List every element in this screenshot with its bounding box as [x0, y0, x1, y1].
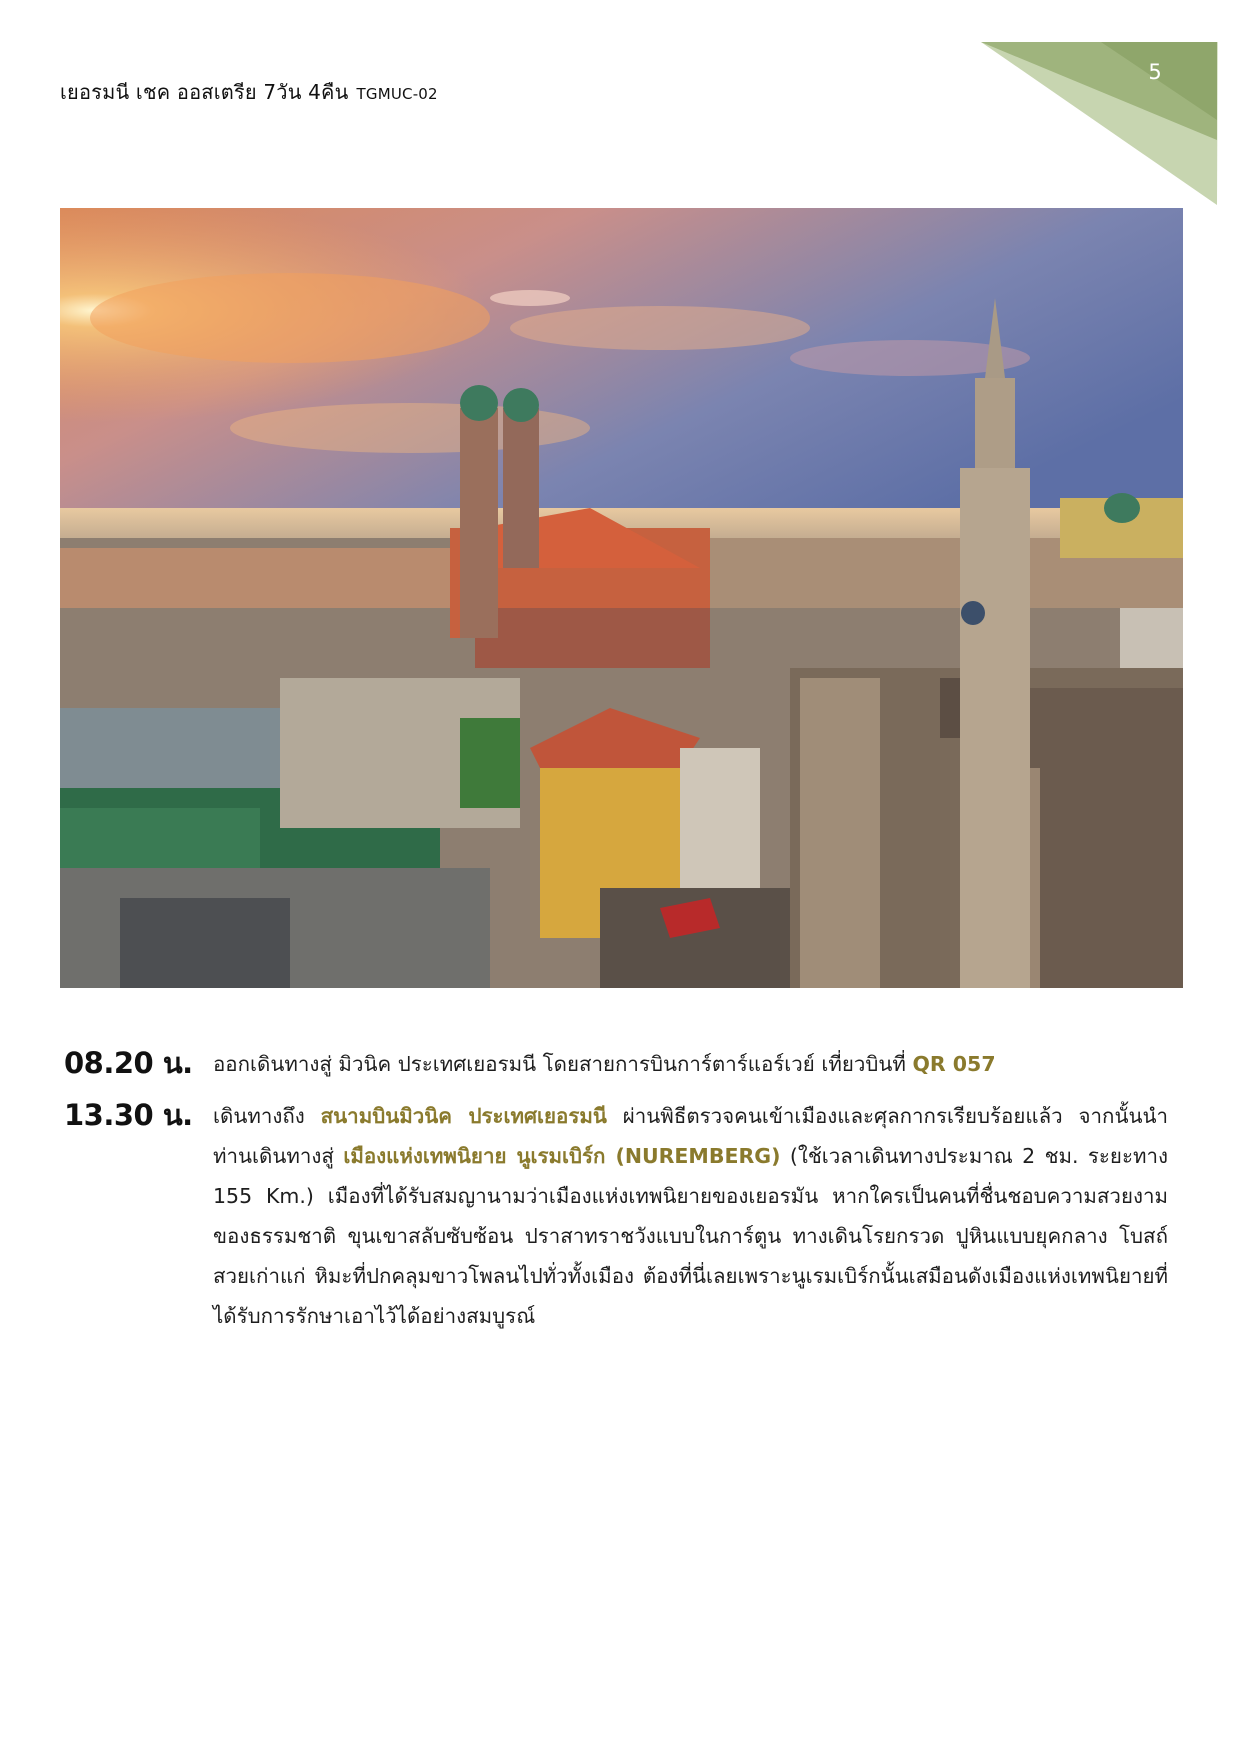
- entry-text-part: (ใช้เวลาเดินทางประมาณ 2 ชม. ระยะทาง 155 Km.) เมืองที่ได้รับสมญานามว่าเมืองแห่งเทพนิยายของเยอรมัน หากใครเป็นคนที่ชื่นชอบความสวยงามของธรรมชาติ ขุนเขาสลับซับซ้อน ปราสาทราชวังแบบในการ์ตูน ทางเดินโรยกรวด ปูหินแบบยุคกลาง โบสถ์สวยเก่าแก่ หิมะที่ปกคลุมขาวโพลนไปทั่วทั้งเมือง ต้องที่นี่เลยเพราะนูเรมเบิร์กนั้นเสมือนดังเมืองแห่งเทพนิยายที่ได้รับการรักษาเอาไว้ได้อย่างสมบูรณ์: [213, 1144, 1168, 1328]
- header-title: [60, 76, 438, 108]
- entry-text-part: ผ่านพิธีตรวจคนเข้าเมืองและศุลกากรเรียบร้อยแล้ว จากนั้นนำท่านเดินทางสู่: [213, 1104, 1168, 1168]
- airport-name: สนามบินมิวนิค ประเทศเยอรมนี: [320, 1104, 607, 1128]
- page-number: 5: [1148, 60, 1162, 84]
- itinerary-entry-2: [60, 1096, 1170, 1336]
- entry-time: 08.20 น.: [64, 1046, 193, 1080]
- entry-text-part: เดินทางถึง: [213, 1104, 321, 1128]
- flight-number: QR 057: [912, 1052, 996, 1076]
- entry-time: 13.30 น.: [64, 1098, 193, 1132]
- entry-text: [213, 1096, 1168, 1336]
- tour-title: เยอรมนี เชค ออสเตรีย 7วัน 4คืน: [60, 80, 349, 104]
- destination-name: เมืองแห่งเทพนิยาย นูเรมเบิร์ก (NUREMBERG): [343, 1144, 781, 1168]
- entry-text-part: ออกเดินทางสู่ มิวนิค ประเทศเยอรมนี โดยสายการบินการ์ตาร์แอร์เวย์ เที่ยวบินที่: [213, 1052, 913, 1076]
- munich-city-photo: [60, 208, 1183, 988]
- corner-decoration: [981, 0, 1241, 220]
- itinerary: [60, 1044, 1170, 1348]
- itinerary-entry-1: [60, 1044, 1170, 1084]
- entry-text: [213, 1044, 1168, 1084]
- tour-code: TGMUC-02: [356, 85, 438, 103]
